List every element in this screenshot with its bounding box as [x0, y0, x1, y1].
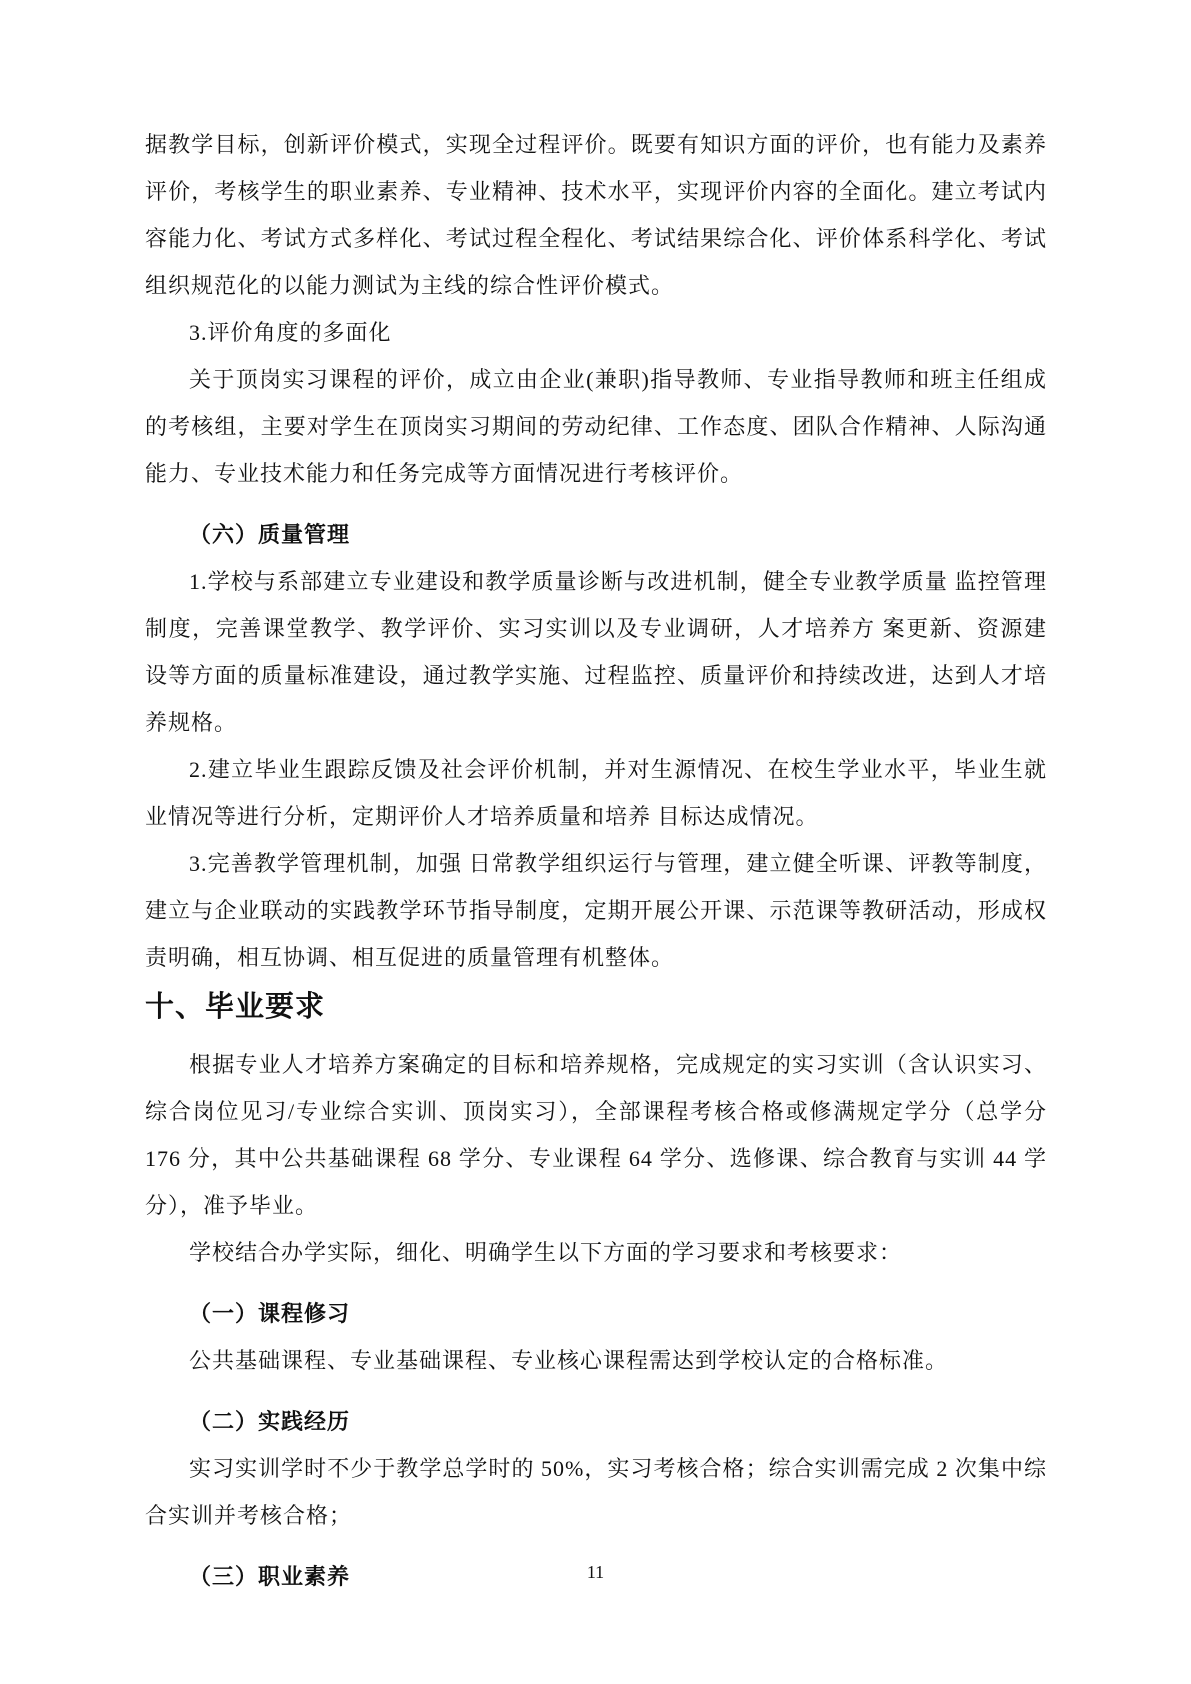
paragraph-quality-item-3: 3.完善教学管理机制，加强 日常教学组织运行与管理，建立健全听课、评教等制度，建立与企业联动的实践教学环节指导制度，定期开展公开课、示范课等教研活动，形成权责明确，相互协调、相互促进的质量管理有机整体。 — [145, 851, 1047, 970]
paragraph-course-study: 公共基础课程、专业基础课程、专业核心课程需达到学校认定的合格标准。 — [189, 1348, 949, 1373]
chapter-heading-graduation-requirements: 十、毕业要求 — [145, 991, 326, 1023]
paragraph-heading-evaluation-angles: 3.评价角度的多面化 — [189, 320, 392, 345]
page-number: 11 — [586, 1562, 605, 1582]
section-heading-professional-quality: （三）职业素养 — [189, 1564, 351, 1589]
section-heading-practice-experience: （二）实践经历 — [189, 1409, 351, 1434]
paragraph-evaluation-mode: 据教学目标，创新评价模式，实现全过程评价。既要有知识方面的评价，也有能力及素养评价，考核学生的职业素养、专业精神、技术水平，实现评价内容的全面化。建立考试内容能力化、考试方式多样化、考试过程全程化、考试结果综合化、评价体系科学化、考试组织规范化的以能力测试为主线的综合性评价模式。 — [145, 132, 1047, 298]
paragraph-quality-item-1: 1.学校与系部建立专业建设和教学质量诊断与改进机制，健全专业教学质量 监控管理制度，完善课堂教学、教学评价、实习实训以及专业调研，人才培养方 案更新、资源建设等方面的质量标准建设，通过教学实施、过程监控、质量评价和持续改进，达到人才培养规格。 — [145, 569, 1047, 735]
document-content — [145, 121, 1047, 1600]
paragraph-school-requirements-intro: 学校结合办学实际，细化、明确学生以下方面的学习要求和考核要求： — [189, 1240, 903, 1265]
paragraph-graduation-credits: 根据专业人才培养方案确定的目标和培养规格，完成规定的实习实训（含认识实习、综合岗位见习/专业综合实训、顶岗实习），全部课程考核合格或修满规定学分（总学分 176 分，其中公共基础课程 68 学分、专业课程 64 学分、选修课、综合教育与实训 44 学分），准予毕业。 — [145, 1052, 1047, 1218]
section-heading-course-study: （一）课程修习 — [189, 1301, 351, 1326]
paragraph-internship-evaluation: 关于顶岗实习课程的评价，成立由企业(兼职)指导教师、专业指导教师和班主任组成的考核组，主要对学生在顶岗实习期间的劳动纪律、工作态度、团队合作精神、人际沟通能力、专业技术能力和任务完成等方面情况进行考核评价。 — [145, 367, 1047, 486]
section-heading-quality-management: （六）质量管理 — [189, 522, 351, 547]
paragraph-practice-experience: 实习实训学时不少于教学总学时的 50%，实习考核合格；综合实训需完成 2 次集中综合实训并考核合格； — [145, 1456, 1047, 1528]
paragraph-quality-item-2: 2.建立毕业生跟踪反馈及社会评价机制，并对生源情况、在校生学业水平，毕业生就业情况等进行分析，定期评价人才培养质量和培养 目标达成情况。 — [145, 757, 1047, 829]
